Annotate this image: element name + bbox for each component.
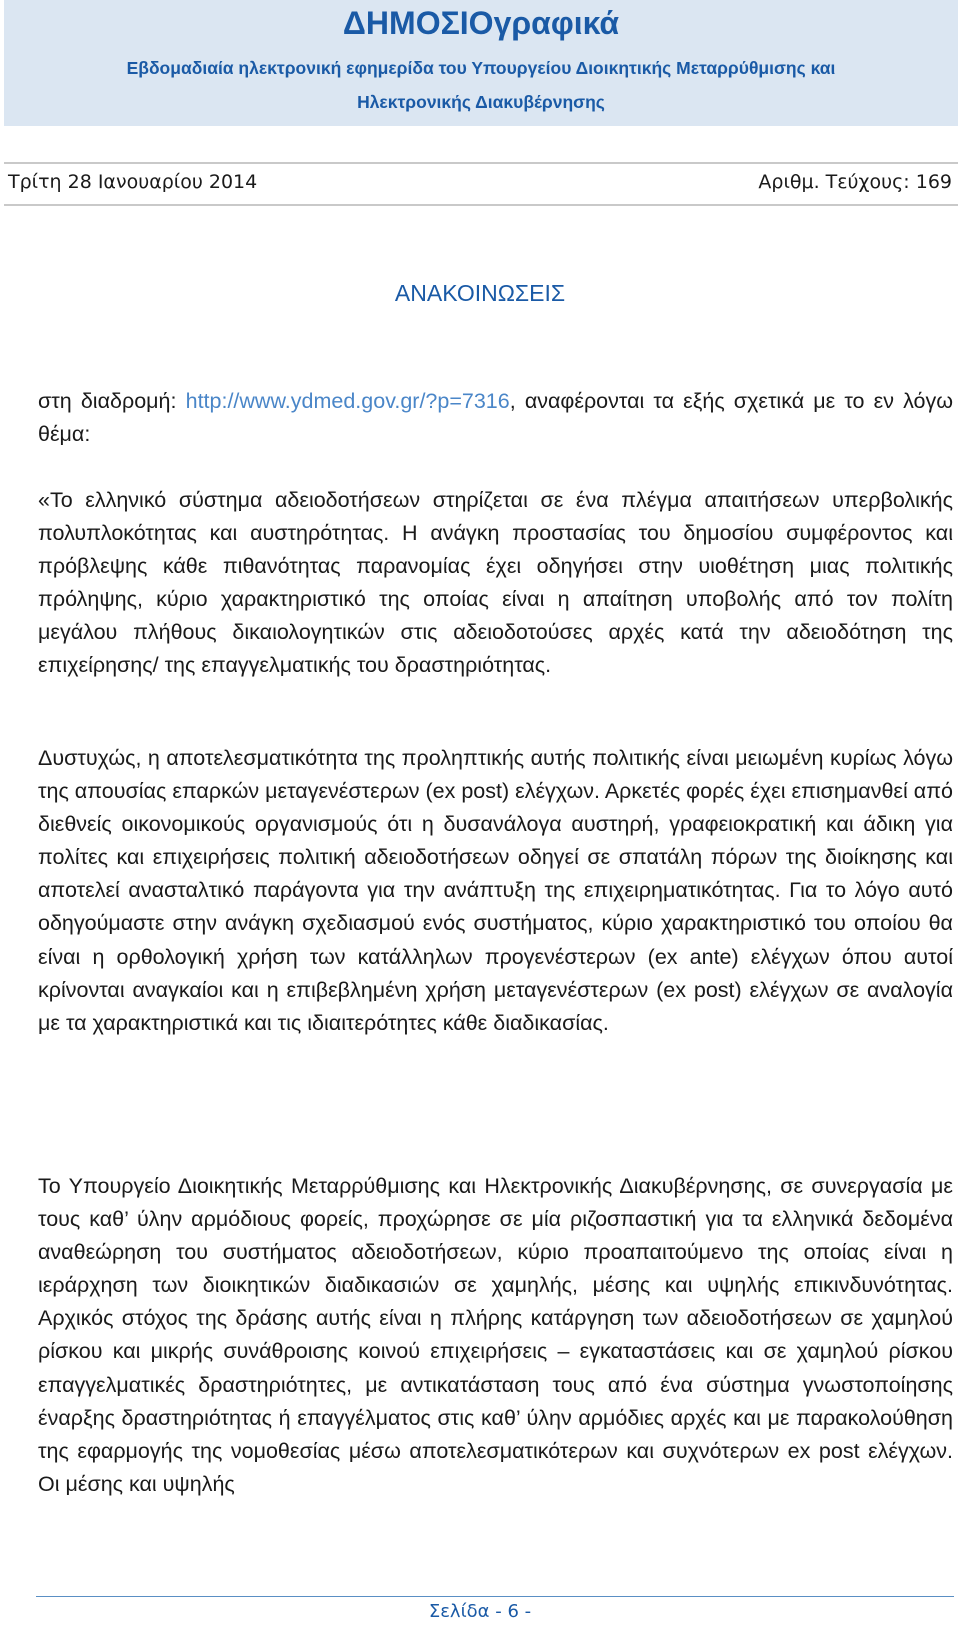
newsletter-subtitle-line1: Εβδομαδιαία ηλεκτρονική εφημερίδα του Υπουργείου Διοικητικής Μεταρρύθμισης και [126, 58, 836, 78]
body-paragraph-1: «Το ελληνικό σύστημα αδειοδοτήσεων στηρίζεται σε ένα πλέγμα απαιτήσεων υπερβολικής πολυπλοκότητας και αυστηρότητας. Η ανάγκη προστασίας του δημοσίου συμφέροντος και πρόβλεψης κάθε πιθανότητας παρανομίας έχει οδηγήσει στην υιοθέτηση μιας πολιτικής πρόληψης, κύριο χαρακτηριστικό της οποίας είναι η απαίτηση υποβολής από τον πολίτη μεγάλου πλήθους δικαιολογητικών στις αδειοδοτούσες αρχές κατά την αδειοδότηση της επιχείρησης/ της επαγγελματικής του δραστηριότητας. [38, 488, 953, 678]
issue-info-bar [4, 162, 958, 206]
article-link[interactable]: http://www.ydmed.gov.gr/?p=7316 [185, 389, 510, 413]
body-paragraph-3: Το Υπουργείο Διοικητικής Μεταρρύθμισης και Ηλεκτρονικής Διακυβέρνησης, σε συνεργασία με τους καθ’ ύλην αρμόδιους φορείς, προχώρησε σε μία ριζοσπαστική για τα ελληνικά δεδομένα αναθεώρηση του συστήματος αδειοδοτήσεων, κύριο προαπαιτούμενο της οποίας είναι η ιεράρχηση των διοικητικών διαδικασιών σε χαμηλής, μέσης και υψηλής επικινδυνότητας. Αρχικός στόχος της δράσης αυτής είναι η πλήρης κατάργηση των αδειοδοτήσεων σε χαμηλού ρίσκου και μικρής συνάθροισης κοινού επιχειρήσεις – εγκαταστάσεις και σε χαμηλού ρίσκου επαγγελματικές δραστηριότητες, με αντικατάσταση τους από ένα σύστημα γνωστοποίησης έναρξης δραστηριότητας ή επαγγέλματος στις καθ’ ύλην αρμόδιες αρχές και με παρακολούθηση της εφαρμογής της νομοθεσίας μέσω αποτελεσματικότερων και συχνότερων ex post ελέγχων. Οι μέσης και υψηλής [38, 1174, 953, 1496]
newsletter-subtitle-line2: Ηλεκτρονικής Διακυβέρνησης [357, 92, 605, 112]
body-paragraph-2: Δυστυχώς, η αποτελεσματικότητα της προληπτικής αυτής πολιτικής είναι μειωμένη κυρίως λόγω της απουσίας επαρκών μεταγενέστερων (ex post) ελέγχων. Αρκετές φορές έχει επισημανθεί από διεθνείς οικονομικούς οργανισμούς ότι η δυσανάλογα αυστηρή, γραφειοκρατική και άδικη για πολίτες και επιχειρήσεις πολιτική αδειοδοτήσεων οδηγεί σε σπατάλη πόρων της διοίκησης και αποτελεί ανασταλτικό παράγοντα για την ανάπτυξη της επιχειρηματικότητας. Για το λόγο αυτό οδηγούμαστε στην ανάγκη σχεδιασμού ενός συστήματος, κύριο χαρακτηριστικό του οποίου θα είναι η ορθολογική χρήση των κατάλληλων προγενέστερων (ex ante) ελέγχων όπου αυτοί κρίνονται αναγκαίοι και η επιβεβλημένη χρήση μεταγενέστερων (ex post) ελέγχων σε αναλογία με τα χαρακτηριστικά και τις ιδιαιτερότητες κάθε διαδικασίας. [38, 746, 953, 1035]
issue-date: Τρίτη 28 Ιανουαρίου 2014 [8, 171, 258, 193]
page-number: Σελίδα - 6 - [428, 1601, 532, 1622]
intro-text-after: , αναφέρονται τα εξής σχετικά με το εν λόγω θέμα: [38, 389, 953, 447]
masthead [4, 0, 958, 126]
newsletter-title: ΔΗΜΟΣΙΟγραφικά [342, 5, 620, 41]
intro-text-before: στη διαδρομή: [38, 389, 186, 413]
issue-number: Αριθμ. Τεύχους: 169 [758, 171, 952, 193]
intro-paragraph [38, 385, 953, 451]
section-title: ΑΝΑΚΟΙΝΩΣΕΙΣ [394, 280, 566, 306]
footer-divider [36, 1596, 954, 1597]
